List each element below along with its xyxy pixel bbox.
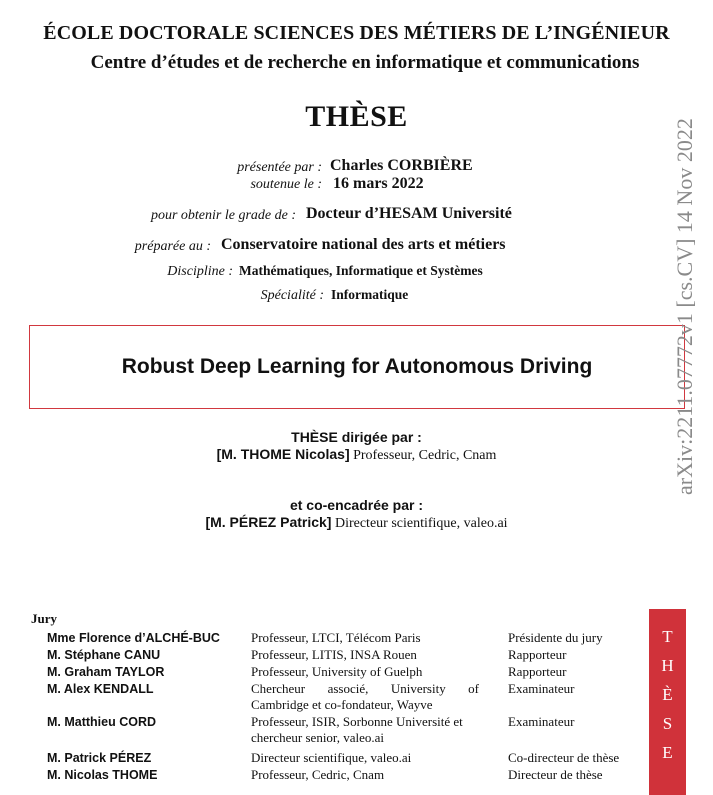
jury-member-role: Présidente du jury	[508, 630, 603, 645]
co-supervised-label: et co-encadrée par :	[289, 497, 424, 513]
jury-member-role: Examinateur	[508, 714, 575, 729]
degree-value: Docteur d’HESAM Université	[306, 205, 512, 222]
jury-member-name: M. Matthieu CORD	[47, 715, 157, 729]
these-side-bar	[649, 609, 686, 795]
discipline-value: Mathématiques, Informatique et Systèmes	[239, 263, 483, 278]
jury-heading: Jury	[31, 611, 57, 626]
defended-on-value: 16 mars 2022	[333, 175, 424, 192]
director-name: [M. THOME Nicolas]	[216, 446, 350, 462]
jury-member-role: Rapporteur	[508, 647, 567, 662]
presented-by-value: Charles CORBIÈRE	[330, 157, 473, 174]
jury-member-name: M. Patrick PÉREZ	[47, 751, 152, 765]
jury-member-name: Mme Florence d’ALCHÉ-BUC	[47, 631, 220, 645]
thesis-title: Robust Deep Learning for Autonomous Driving	[121, 355, 593, 378]
jury-member-name: M. Alex KENDALL	[47, 682, 154, 696]
co-supervisor-line	[0, 514, 713, 532]
co-supervisor-affiliation: Directeur scientifique, valeo.ai	[331, 516, 508, 531]
speciality-value: Informatique	[331, 287, 409, 302]
discipline-label: Discipline :	[167, 264, 233, 279]
jury-member-name: M. Nicolas THOME	[47, 768, 158, 782]
jury-member-affiliation: Professeur, LTCI, Télécom Paris	[251, 630, 421, 645]
jury-member-role: Co-directeur de thèse	[508, 750, 620, 765]
jury-member-affiliation: Professeur, LITIS, INSA Rouen	[251, 647, 417, 662]
arxiv-identifier: arXiv:2211.07772v1 [cs.CV] 14 Nov 2022	[672, 118, 697, 495]
thesis-title-box	[29, 325, 685, 409]
directed-by-label: THÈSE dirigée par :	[291, 429, 422, 445]
doctoral-school-title: ÉCOLE DOCTORALE SCIENCES DES MÉTIERS DE L’INGÉNIEUR	[43, 22, 670, 44]
jury-member-affiliation: Professeur, ISIR, Sorbonne Université et chercheur senior, valeo.ai	[251, 714, 463, 745]
speciality-label: Spécialité :	[260, 288, 324, 303]
jury-member-affiliation: Professeur, Cedric, Cnam	[251, 767, 385, 782]
jury-member-affiliation: Professeur, University of Guelph	[251, 664, 423, 679]
jury-member-role: Directeur de thèse	[508, 767, 603, 782]
director-affiliation: Professeur, Cedric, Cnam	[349, 448, 497, 463]
prepared-at-label: préparée au :	[134, 239, 211, 254]
side-bar-letter: S	[662, 714, 673, 733]
side-bar-letter: È	[662, 685, 673, 704]
document-type-title: THÈSE	[305, 100, 408, 133]
jury-member-role: Examinateur	[508, 681, 575, 696]
directed-by-heading	[0, 429, 713, 447]
jury-member-affiliation: Directeur scientifique, valeo.ai	[251, 750, 412, 765]
side-bar-letter: E	[662, 743, 673, 762]
presented-by-label: présentée par :	[237, 160, 322, 175]
degree-label: pour obtenir le grade de :	[150, 208, 296, 223]
co-supervised-heading	[0, 497, 713, 515]
side-bar-letter: H	[661, 656, 674, 675]
jury-member-affiliation: Chercheur associé, University of Cambridge et co-fondateur, Wayve	[251, 681, 479, 712]
jury-member-role: Rapporteur	[508, 664, 567, 679]
jury-member-name: M. Graham TAYLOR	[47, 665, 165, 679]
jury-member-name: M. Stéphane CANU	[47, 648, 161, 662]
prepared-at-value: Conservatoire national des arts et métiers	[221, 236, 506, 253]
defended-on-label: soutenue le :	[250, 177, 322, 192]
research-centre-title: Centre d’études et de recherche en informatique et communications	[90, 52, 640, 73]
co-supervisor-name: [M. PÉREZ Patrick]	[205, 514, 332, 530]
side-bar-letter: T	[662, 627, 673, 646]
director-line	[0, 446, 713, 464]
